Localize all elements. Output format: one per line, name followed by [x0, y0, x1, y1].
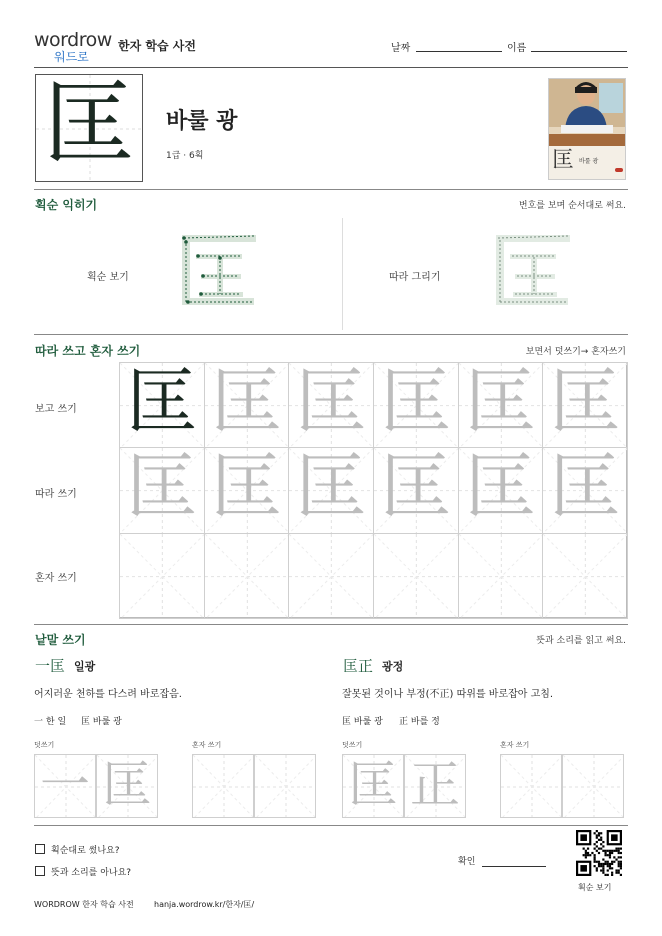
section-divider-1	[34, 189, 628, 190]
qr-code-icon	[576, 830, 622, 876]
part-char: 匡	[81, 717, 91, 727]
row-label-solo: 혼자 쓰기	[35, 573, 77, 584]
trace-label: 덧쓰기	[34, 741, 55, 749]
practice-cell[interactable]	[204, 447, 290, 533]
checkbox-icon[interactable]	[35, 844, 45, 854]
part-gloss: 바룰 광	[92, 717, 122, 727]
trace-character: 匡	[125, 447, 198, 530]
trace-character: 匡	[549, 362, 622, 444]
stroke-trace-svg	[484, 228, 574, 310]
trace-character: 匡	[379, 362, 452, 444]
practice-cell-empty[interactable]	[204, 533, 290, 619]
practice-cell[interactable]	[288, 447, 374, 533]
stroke-section-title: 획순 익히기	[35, 198, 98, 212]
practice-cell[interactable]	[288, 362, 374, 448]
practice-cell[interactable]	[373, 447, 459, 533]
name-label: 이름	[507, 43, 527, 54]
word-meaning: 어지러운 천하를 다스려 바로잡음.	[34, 689, 182, 700]
trace-label: 덧쓰기	[342, 741, 363, 749]
confirm-label: 확인	[458, 857, 476, 867]
stroke-section-hint: 번호를 보며 순서대로 써요.	[518, 201, 626, 211]
practice-cell-empty[interactable]	[288, 533, 374, 619]
practice-cell-empty[interactable]	[542, 533, 628, 619]
practice-cell[interactable]	[458, 447, 544, 533]
word-solo-box[interactable]	[500, 754, 562, 818]
cell-guide-lines	[205, 534, 290, 619]
word-solo-box[interactable]	[254, 754, 316, 818]
practice-grid	[119, 362, 627, 618]
card-hanja: 匡	[552, 148, 575, 173]
word-solo-box[interactable]	[562, 754, 624, 818]
check-label: 뜻과 소리를 아나요?	[51, 868, 132, 878]
stroke-order-svg	[168, 228, 258, 310]
stroke-order-diagram	[168, 228, 258, 310]
solo-label: 혼자 쓰기	[192, 741, 222, 749]
trace-character: 正	[410, 756, 460, 814]
part-char: 正	[399, 717, 409, 727]
cell-guide-lines	[563, 755, 624, 818]
solo-label: 혼자 쓰기	[500, 741, 530, 749]
cell-guide-lines	[193, 755, 254, 818]
practice-cell-empty[interactable]	[373, 533, 459, 619]
row-label-trace: 따라 쓰기	[35, 489, 77, 500]
practice-section-hint: 보면서 덧쓰기→ 혼자쓰기	[525, 347, 626, 357]
word-trace-box[interactable]	[34, 754, 96, 818]
practice-cell[interactable]	[542, 447, 628, 533]
trace-character: 匡	[210, 362, 283, 444]
footer-url: hanja.wordrow.kr/한자/匡/	[154, 900, 255, 909]
word-meaning: 잘못된 것이나 부정(不正) 따위를 바로잡아 고침.	[342, 689, 554, 700]
logo-top: wordrow	[34, 29, 112, 51]
practice-cell[interactable]	[119, 362, 205, 448]
cell-guide-lines	[120, 534, 205, 619]
word-hanja: 匡正	[343, 657, 374, 675]
cell-guide-lines	[289, 534, 374, 619]
stroke-trace-label: 따라 그리기	[389, 272, 441, 283]
cell-guide-lines	[459, 534, 544, 619]
check-label: 획순대로 썼나요?	[51, 846, 120, 856]
trace-character: 匡	[295, 447, 368, 530]
word-hanja: 一匡	[35, 657, 66, 675]
date-field[interactable]	[416, 51, 502, 52]
word-reading: 광정	[382, 660, 404, 673]
practice-section-title: 따라 쓰고 혼자 쓰기	[35, 344, 141, 358]
word-part-1	[342, 714, 383, 727]
hero-hanja: 匡	[42, 71, 135, 178]
trace-character: 匡	[464, 362, 537, 444]
word-trace-box[interactable]	[96, 754, 158, 818]
section-divider-3	[34, 624, 628, 625]
hero-meaning: 바룰 광	[166, 109, 238, 134]
part-gloss: 바룰 광	[353, 717, 383, 727]
section-divider-2	[34, 334, 628, 335]
practice-cell[interactable]	[458, 362, 544, 448]
stroke-trace-diagram[interactable]	[484, 228, 574, 310]
part-char: 一	[34, 717, 44, 727]
trace-character: 匡	[295, 362, 368, 444]
practice-cell[interactable]	[204, 362, 290, 448]
part-gloss: 한 일	[45, 717, 67, 727]
word-reading: 일광	[74, 660, 96, 673]
practice-cell-empty[interactable]	[119, 533, 205, 619]
qr-label: 획순 보기	[578, 883, 612, 892]
cell-guide-lines	[543, 534, 628, 619]
confirm-field[interactable]	[482, 866, 546, 867]
trace-character: 匡	[464, 447, 537, 530]
header-divider	[34, 67, 628, 68]
word-part-2	[399, 714, 440, 727]
hero-char-box	[35, 71, 143, 182]
qr-code[interactable]	[576, 830, 622, 876]
trace-character: 匡	[102, 756, 152, 814]
hero-info: 1급 · 6획	[166, 151, 204, 161]
part-char: 匡	[342, 717, 352, 727]
section-divider-4	[34, 825, 628, 826]
trace-character: 匡	[379, 447, 452, 530]
stroke-divider-vertical	[342, 218, 343, 330]
logo	[34, 30, 114, 64]
word-trace-box[interactable]	[342, 754, 404, 818]
check-item-1[interactable]	[35, 843, 120, 856]
stroke-view-label: 획순 보기	[87, 272, 129, 283]
practice-cell[interactable]	[373, 362, 459, 448]
card-meaning: 바룰 광	[579, 158, 599, 165]
words-section-title: 낱말 쓰기	[35, 633, 86, 647]
model-character: 匡	[125, 362, 198, 444]
date-label: 날짜	[391, 43, 411, 54]
logo-bottom: 워드로	[54, 50, 89, 64]
check-item-2[interactable]	[35, 865, 131, 878]
cell-guide-lines	[255, 755, 316, 818]
trace-character: 匡	[210, 447, 283, 530]
illustration-card	[548, 78, 626, 180]
trace-character: 匡	[348, 756, 398, 814]
words-section-hint: 뜻과 소리를 읽고 써요.	[536, 636, 626, 646]
row-label-view: 보고 쓰기	[35, 404, 77, 415]
practice-cell-empty[interactable]	[458, 533, 544, 619]
card-badge	[615, 168, 623, 172]
practice-cell[interactable]	[542, 362, 628, 448]
illustration-info-panel	[549, 146, 626, 180]
part-gloss: 바를 정	[410, 717, 440, 727]
word-part-2	[81, 714, 122, 727]
trace-character: 匡	[549, 447, 622, 530]
cell-guide-lines	[374, 534, 459, 619]
word-trace-box[interactable]	[404, 754, 466, 818]
name-field[interactable]	[531, 51, 627, 52]
checkbox-icon[interactable]	[35, 866, 45, 876]
trace-character: 一	[40, 756, 90, 814]
word-part-1	[34, 714, 66, 727]
practice-cell[interactable]	[119, 447, 205, 533]
cell-guide-lines	[501, 755, 562, 818]
footer-brand: WORDROW 한자 학습 사전	[34, 900, 134, 909]
word-solo-box[interactable]	[192, 754, 254, 818]
header-title: 한자 학습 사전	[118, 39, 196, 53]
